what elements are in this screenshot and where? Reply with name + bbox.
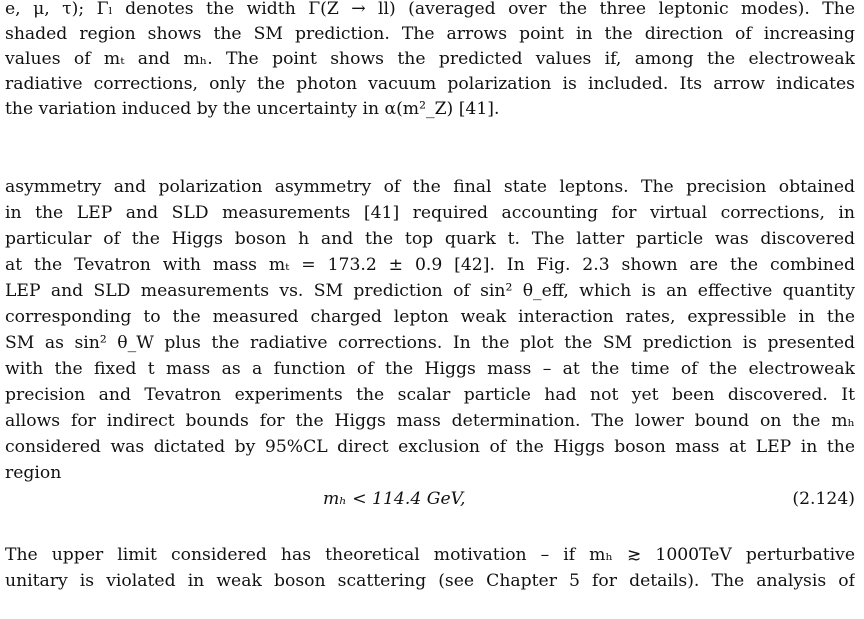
equation-number: (2.124) — [792, 489, 855, 509]
body-line: considered was dictated by 95%CL direct exclusion of the Higgs boson mass at LEP in the — [5, 437, 855, 457]
caption-line: values of mₜ and mₕ. The point shows the predicted values if, among the electroweak — [5, 49, 855, 69]
body-line: LEP and SLD measurements vs. SM prediction of sin² θ_eff, which is an effective quantity — [5, 281, 855, 301]
display-equation — [5, 486, 855, 512]
caption-line: radiative corrections, only the photon vacuum polarization is included. Its arrow indicates — [5, 74, 855, 94]
caption-line: e, μ, τ); Γₗ denotes the width Γ(Z → ll̄) (averaged over the three leptonic modes). The — [5, 0, 855, 19]
body-line: region — [5, 463, 62, 483]
body-line: asymmetry and polarization asymmetry of the final state leptons. The precision obtained — [5, 177, 855, 197]
body-line: with the fixed t mass as a function of the Higgs mass – at the time of the electroweak — [5, 359, 855, 379]
body-line: precision and Tevatron experiments the scalar particle had not yet been discovered. It — [5, 385, 855, 405]
body-line: SM as sin² θ_W plus the radiative corrections. In the plot the SM prediction is presented — [5, 333, 855, 353]
caption-line: the variation induced by the uncertainty in α(m²_Z) [41]. — [5, 99, 500, 119]
body-line: particular of the Higgs boson h and the top quark t. The latter particle was discovered — [5, 229, 855, 249]
body-line: corresponding to the measured charged lepton weak interaction rates, expressible in the — [5, 307, 855, 327]
equation-text: mₕ < 114.4 GeV, — [323, 489, 466, 509]
caption-line: shaded region shows the SM prediction. The arrows point in the direction of increasing — [5, 24, 855, 44]
body-line: unitary is violated in weak boson scattering (see Chapter 5 for details). The analysis of — [5, 571, 855, 591]
body-line: allows for indirect bounds for the Higgs mass determination. The lower bound on the mₕ — [5, 411, 855, 431]
body-line: in the LEP and SLD measurements [41] required accounting for virtual corrections, in — [5, 203, 855, 223]
body-line: at the Tevatron with mass mₜ = 173.2 ± 0.9 [42]. In Fig. 2.3 shown are the combined — [5, 255, 855, 275]
body-line: The upper limit considered has theoretical motivation – if mₕ ≳ 1000TeV perturbative — [5, 545, 855, 565]
